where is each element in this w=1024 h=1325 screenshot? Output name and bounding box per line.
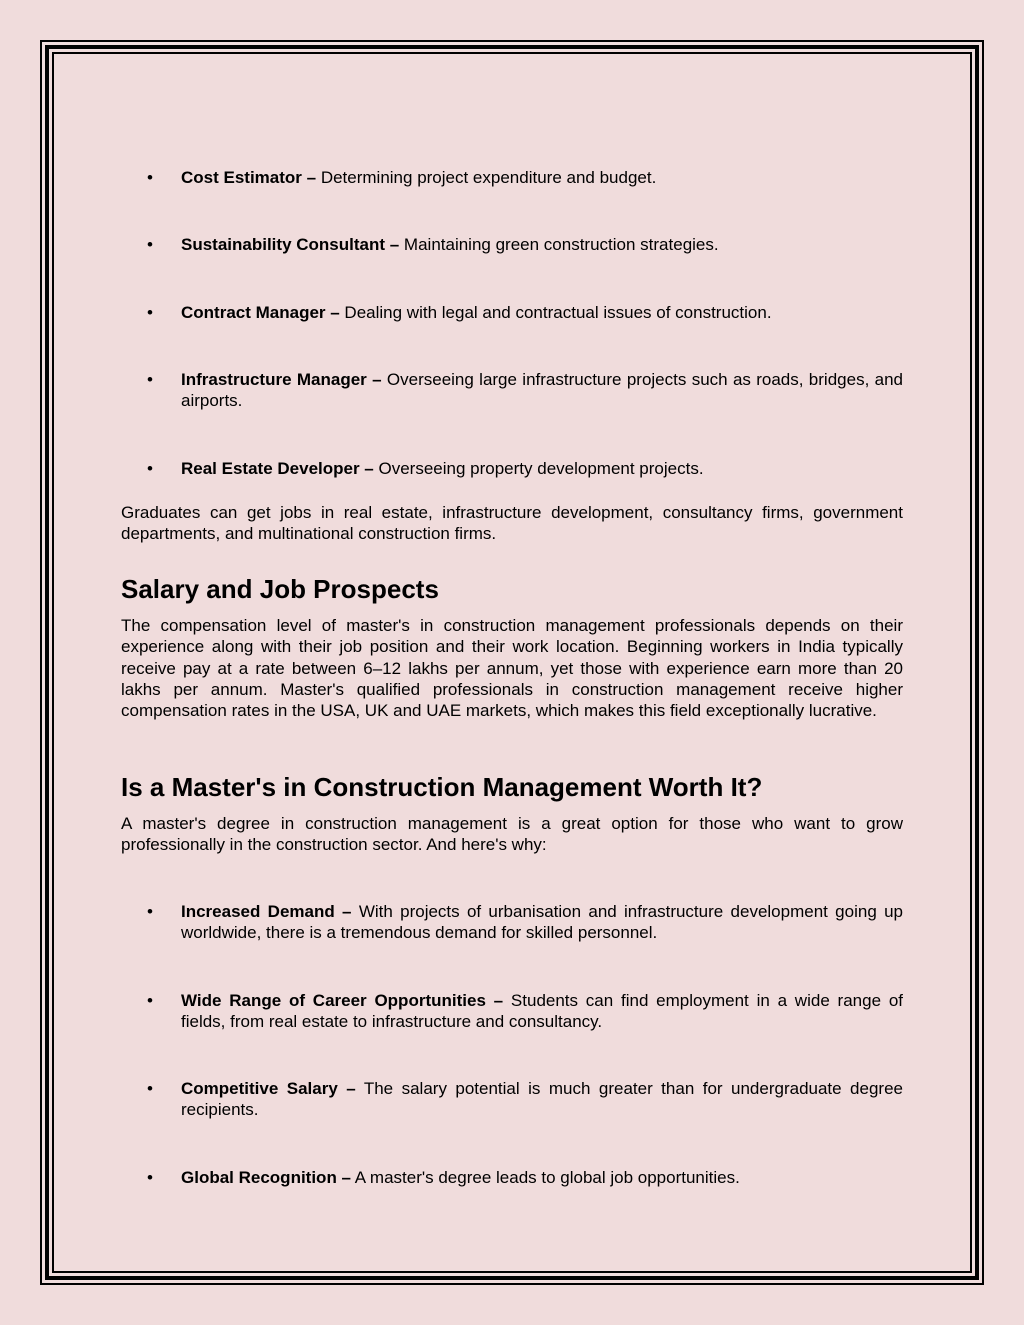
- list-item-description: Determining project expenditure and budget.: [316, 168, 657, 187]
- list-item-description: A master's degree leads to global job opportunities.: [351, 1168, 740, 1187]
- list-item-term: Contract Manager –: [181, 303, 340, 322]
- worth-it-paragraph: A master's degree in construction management is a great option for those who want to grow professionally in the construction sector. And here's why:: [121, 814, 903, 855]
- bullet-icon: •: [147, 303, 153, 322]
- list-item-term: Wide Range of Career Opportunities –: [181, 991, 504, 1010]
- list-item-term: Sustainability Consultant –: [181, 235, 400, 254]
- bullet-icon: •: [147, 902, 153, 921]
- list-item-contract-manager: [121, 302, 903, 323]
- list-item-description: Maintaining green construction strategies.: [399, 235, 719, 254]
- list-item-infrastructure-manager: [121, 369, 903, 411]
- list-item-term: Global Recognition –: [181, 1168, 352, 1187]
- bullet-icon: •: [147, 991, 153, 1010]
- graduates-paragraph: Graduates can get jobs in real estate, infrastructure development, consultancy firms, government departments, and multinational construction firms.: [121, 503, 903, 544]
- bullet-icon: •: [147, 1079, 153, 1098]
- bullet-icon: •: [147, 1168, 153, 1187]
- list-item-sustainability-consultant: [121, 234, 903, 255]
- list-item-term: Cost Estimator –: [181, 168, 317, 187]
- bullet-icon: •: [147, 168, 153, 187]
- list-item-description: Dealing with legal and contractual issues of construction.: [339, 303, 772, 322]
- list-item-term: Competitive Salary –: [181, 1079, 356, 1098]
- list-item-description: Overseeing property development projects.: [373, 459, 704, 478]
- list-item-increased-demand: [121, 901, 903, 943]
- bullet-icon: •: [147, 459, 153, 478]
- salary-paragraph: The compensation level of master's in construction management professionals depends on their experience along with their job position and their work location. Beginning workers in India typically receive pay at a rate between 6–12 lakhs per annum, yet those with experience earn more than 20 lakhs per annum. Master's qualified professionals in construction management receive higher compensation rates in the USA, UK and UAE markets, which makes this field exceptionally lucrative.: [121, 616, 903, 721]
- list-item-cost-estimator: [121, 167, 903, 188]
- list-item-description: The salary potential is much greater than for undergraduate degree recipients.: [181, 1079, 903, 1119]
- list-item-term: Increased Demand –: [181, 902, 352, 921]
- list-item-real-estate-developer: [121, 458, 903, 479]
- salary-heading: Salary and Job Prospects: [121, 574, 439, 604]
- list-item-term: Real Estate Developer –: [181, 459, 374, 478]
- bullet-icon: •: [147, 370, 153, 389]
- list-item-description: With projects of urbanisation and infrastructure development going up worldwide, there is a tremendous demand for skilled personnel.: [181, 902, 903, 942]
- worth-it-heading: Is a Master's in Construction Management Worth It?: [121, 772, 763, 802]
- list-item-term: Infrastructure Manager –: [181, 370, 382, 389]
- list-item-description: Overseeing large infrastructure projects such as roads, bridges, and airports.: [181, 370, 903, 410]
- list-item-description: Students can find employment in a wide range of fields, from real estate to infrastructure and consultancy.: [181, 991, 903, 1031]
- list-item-career-opportunities: [121, 990, 903, 1032]
- bullet-icon: •: [147, 235, 153, 254]
- list-item-global-recognition: [121, 1167, 903, 1188]
- list-item-competitive-salary: [121, 1078, 903, 1120]
